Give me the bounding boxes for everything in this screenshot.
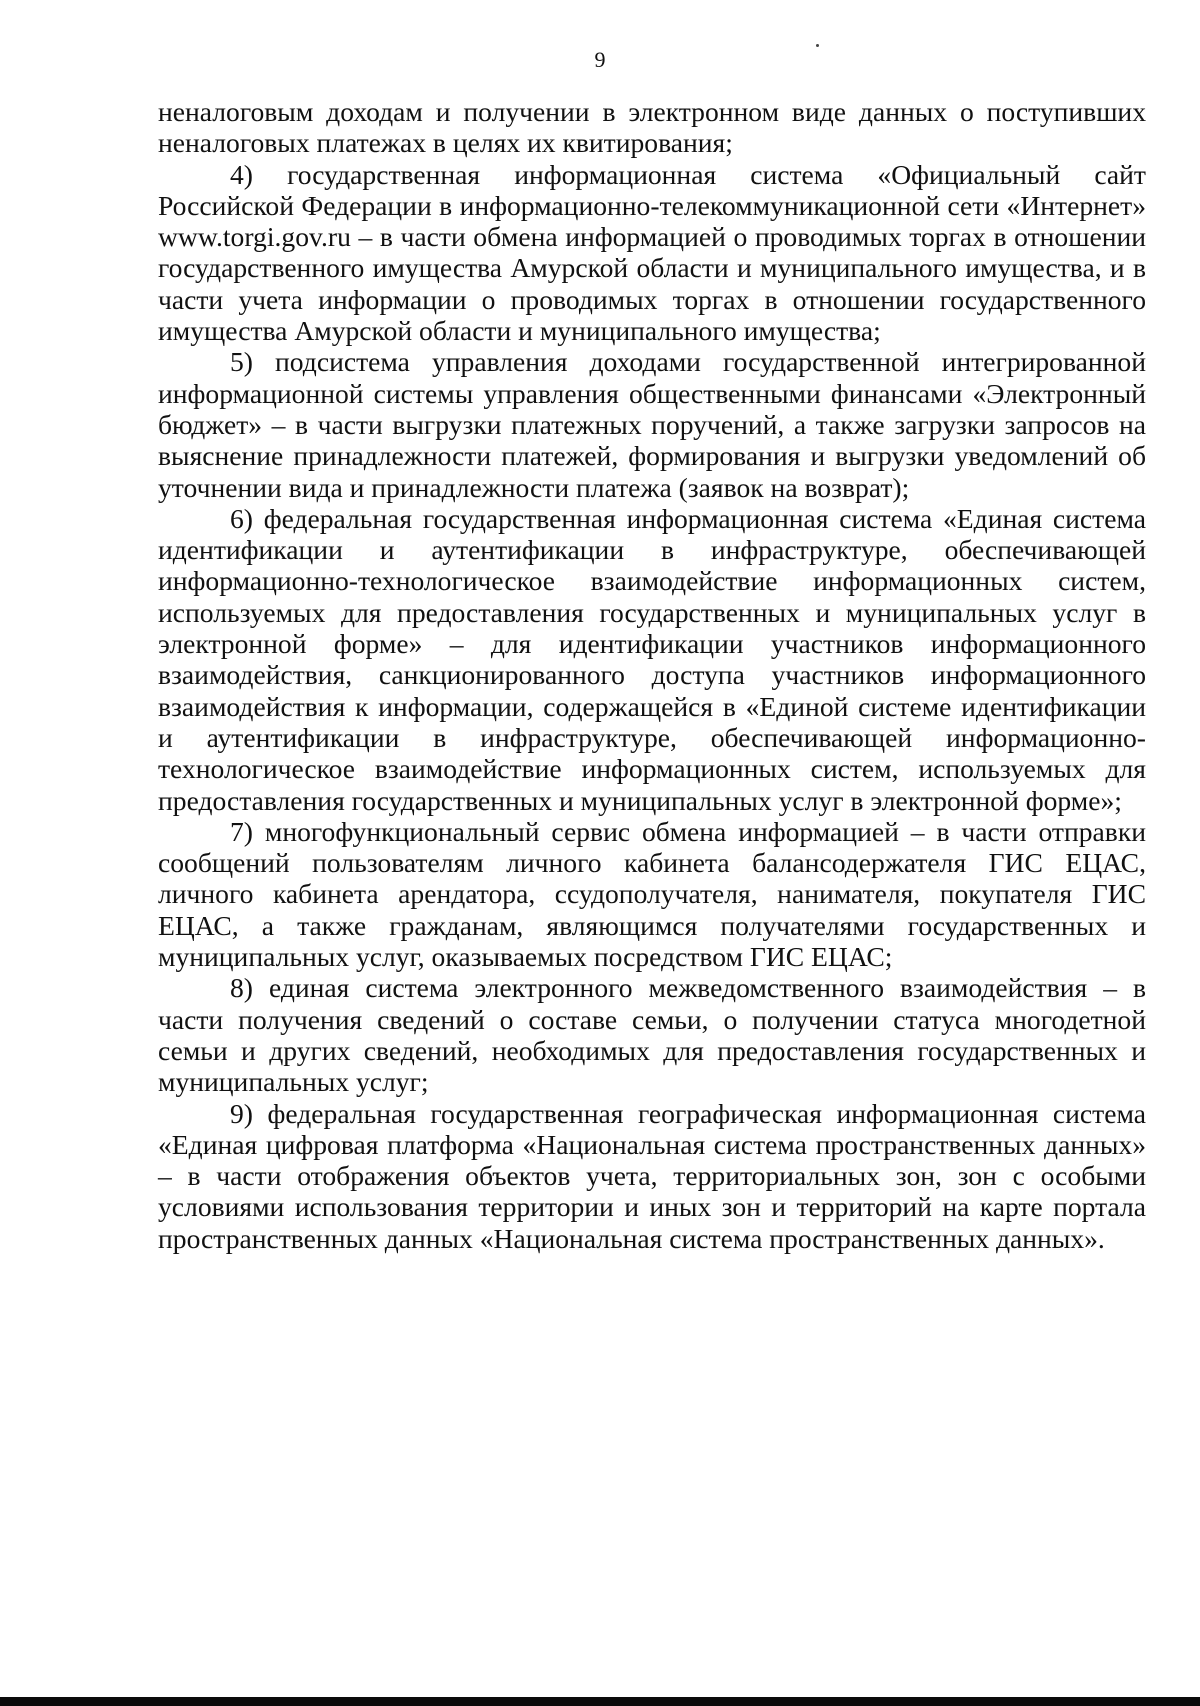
paragraph-item-4: 4) государственная информационная система «Официальный сайт Российской Федерации в информационно-телекоммуникационной сети «Интернет» www.torgi.gov.ru – в части обмена информацией о проводимых торгах в отношении государственного имущества Амурской области и муниципального имущества, и в части учета информации о проводимых торгах в отношении государственного имущества Амурской области и муниципального имущества; [158,158,1146,347]
scan-bottom-edge [0,1697,1200,1706]
paragraph-item-8: 8) единая система электронного межведомственного взаимодействия – в части получения сведений о составе семьи, о получении статуса многодетной семьи и других сведений, необходимых для предоставления государственных и муниципальных услуг; [158,972,1146,1098]
paragraph-item-9: 9) федеральная государственная географическая информационная система «Единая цифровая платформа «Национальная система пространственных данных» – в части отображения объектов учета, территориальных зон, зон с особыми условиями использования территории и иных зон и территорий на карте портала пространственных данных «Национальная система пространственных данных». [158,1097,1146,1254]
scan-speck [816,44,819,47]
paragraph-item-6: 6) федеральная государственная информационная система «Единая система идентификации и аутентификации в инфраструктуре, обеспечивающей информационно-технологическое взаимодействие информационных систем, используемых для предоставления государственных и муниципальных услуг в электронной форме» – для идентификации участников информационного взаимодействия, санкционированного доступа участников информационного взаимодействия к информации, содержащейся в «Единой системе идентификации и аутентификации в инфраструктуре, обеспечивающей информационно-технологическое взаимодействие информационных систем, используемых для предоставления государственных и муниципальных услуг в электронной форме»; [158,502,1146,816]
paragraph-item-5: 5) подсистема управления доходами государственной интегрированной информационной системы управления общественными финансами «Электронный бюджет» – в части выгрузки платежных поручений, а также загрузки запросов на выяснение принадлежности платежей, формирования и выгрузки уведомлений об уточнении вида и принадлежности платежа (заявок на возврат); [158,346,1146,503]
paragraph-continuation: неналоговым доходам и получении в электронном виде данных о поступивших неналоговых платежах в целях их квитирования; [158,96,1146,159]
document-body [158,96,1146,1254]
page-number: 9 [594,47,606,72]
paragraph-item-7: 7) многофункциональный сервис обмена информацией – в части отправки сообщений пользователям личного кабинета балансодержателя ГИС ЕЦАС, личного кабинета арендатора, ссудополучателя, нанимателя, покупателя ГИС ЕЦАС, а также гражданам, являющимся получателями государственных и муниципальных услуг, оказываемых посредством ГИС ЕЦАС; [158,815,1146,973]
